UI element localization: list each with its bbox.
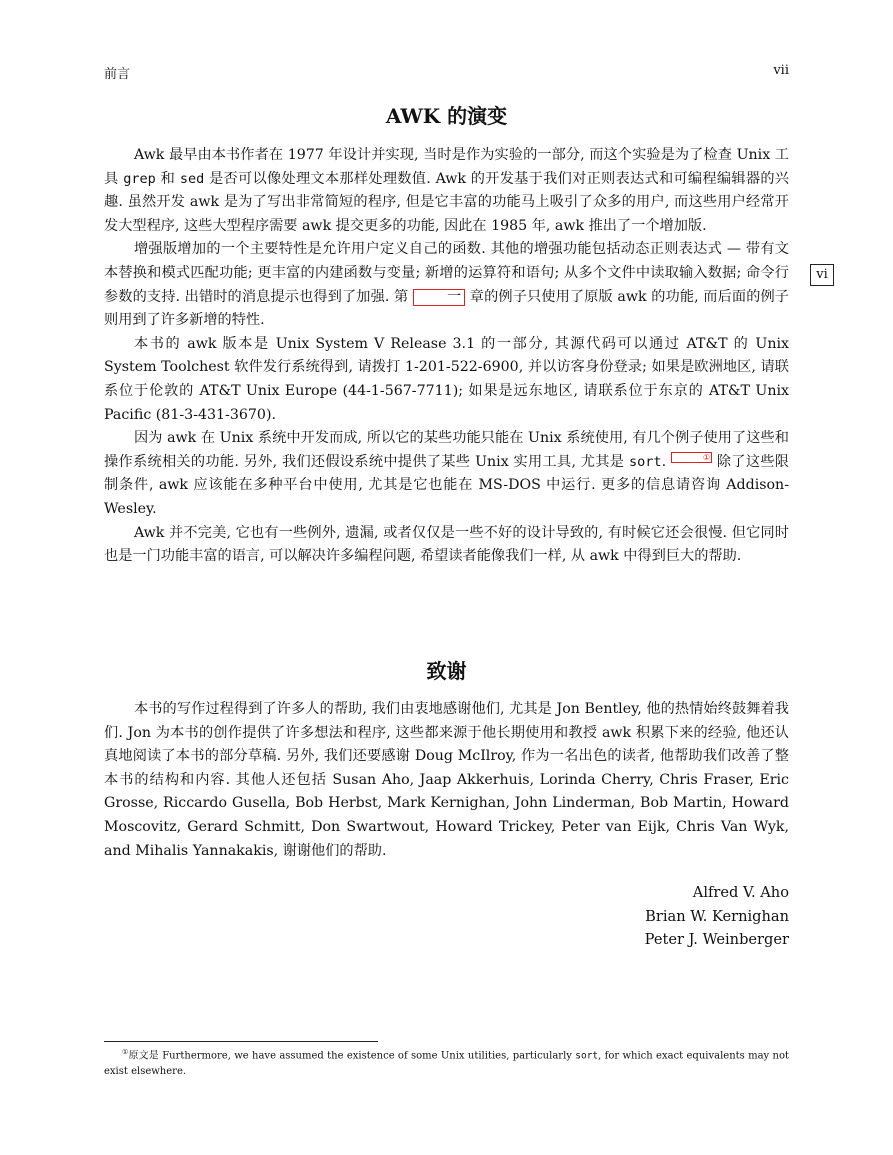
paragraph: Awk 最早由本书作者在 1977 年设计并实现, 当时是作为实验的一部分, 而这个实验是为了检查 Unix 工具 grep 和 sed 是否可以像处理文本那样处理数值. Awk 的开发基于我们对正则表达式和可编程编辑器的兴趣. 虽然开发 awk 是为了写出非常简短的程序, 但是它丰富的功能马上吸引了众多的用户, 而这些用户经常开发大型程序, 这些大型程序需要 awk 提交更多的功能, 因此在 1985 年, awk 推出了一个增加版. [104,147,789,234]
paragraph: Awk 并不完美, 它也有一些例外, 遗漏, 或者仅仅是一些不好的设计导致的, 有时候它还会很慢. 但它同时也是一门功能丰富的语言, 可以解决许多编程问题, 希望读者能像我们一样, 从 awk 中得到巨大的帮助. [104,524,789,565]
author-signatures [104,881,789,952]
paragraph: 因为 awk 在 Unix 系统中开发而成, 所以它的某些功能只能在 Unix 系统使用, 有几个例子使用了这些和操作系统相关的功能. 另外, 我们还假设系统中提供了某些 Unix 实用工具, 尤其是 sort. ① 除了这些限制条件, awk 应该能在多种平台中使用, 尤其是它也能在 MS-DOS 中运行. 更多的信息请咨询 Addison-Wesley. [104,430,789,517]
section-body-acknowledgements [104,698,789,863]
footnote-mark: ① [122,1048,129,1056]
section-title-awk-evolution: AWK 的演变 [385,104,508,128]
inline-code: grep [123,170,156,187]
running-header [104,63,789,82]
author-name: Alfred V. Aho [692,884,789,901]
inline-code: sort [575,1050,599,1062]
footnote-divider [104,1041,378,1042]
footnote: ①原文是 Furthermore, we have assumed the existence of some Unix utilities, particularly sort, for which exact equivalents may not exist elsewhere. [104,1048,790,1078]
paragraph: 本书的写作过程得到了许多人的帮助, 我们由衷地感谢他们, 尤其是 Jon Bentley, 他的热情始终鼓舞着我们. Jon 为本书的创作提供了许多想法和程序, 这些都来源于他长期使用和教授 awk 积累下来的经验, 他还认真地阅读了本书的部分草稿. 另外, 我们还要感谢 Doug McIlroy, 作为一名出色的读者, 他帮助我们改善了整本书的结构和内容. 其他人还包括 Susan Aho, Jaap Akkerhuis, Lorinda Cherry, Chris Fraser, Eric Grosse, Riccardo Gusella, Bob Herbst, Mark Kernighan, John Linderman, Bob Martin, Howard Moscovitz, Gerard Schmitt, Don Swartwout, Howard Trickey, Peter van Eijk, Chris Van Wyk, and Mihalis Yannakakis, 谢谢他们的帮助. [104,701,789,859]
section-title-acknowledgements: 致谢 [426,659,467,683]
chapter-link[interactable]: 一 [413,289,465,306]
footnote-reference-link[interactable]: ① [671,452,712,463]
author-name: Peter J. Weinberger [644,931,789,949]
paragraph: 增强版增加的一个主要特性是允许用户定义自己的函数. 其他的增强功能包括动态正则表达式 — 带有文本替换和模式匹配功能; 更丰富的内建函数与变量; 新增的运算符和语句; 从多个文件中读取输入数据; 命令行参数的支持. 出错时的消息提示也得到了加强. 第 一 章的例子只使用了原版 awk 的功能, 而后面的例子则用到了许多新增的特性. [104,241,789,329]
margin-page-marker[interactable]: vi [810,264,834,286]
section-body-awk-evolution [104,144,789,569]
inline-code: sed [179,170,205,187]
header-page-number: vii [773,63,789,78]
author-name: Brian W. Kernighan [645,907,789,925]
inline-code: sort [629,453,662,470]
header-chapter: 前言 [104,67,131,82]
paragraph: 本书的 awk 版本是 Unix System V Release 3.1 的一部分, 其源代码可以通过 AT&T 的 Unix System Toolchest 软件发行系统得到, 请拨打 1-201-522-6900, 并以访客身份登录; 如果是欧洲地区, 请联系位于伦敦的 AT&T Unix Europe (44-1-567-7711); 如果是远东地区, 请联系位于东京的 AT&T Unix Pacific (81-3-431-3670). [104,335,789,423]
